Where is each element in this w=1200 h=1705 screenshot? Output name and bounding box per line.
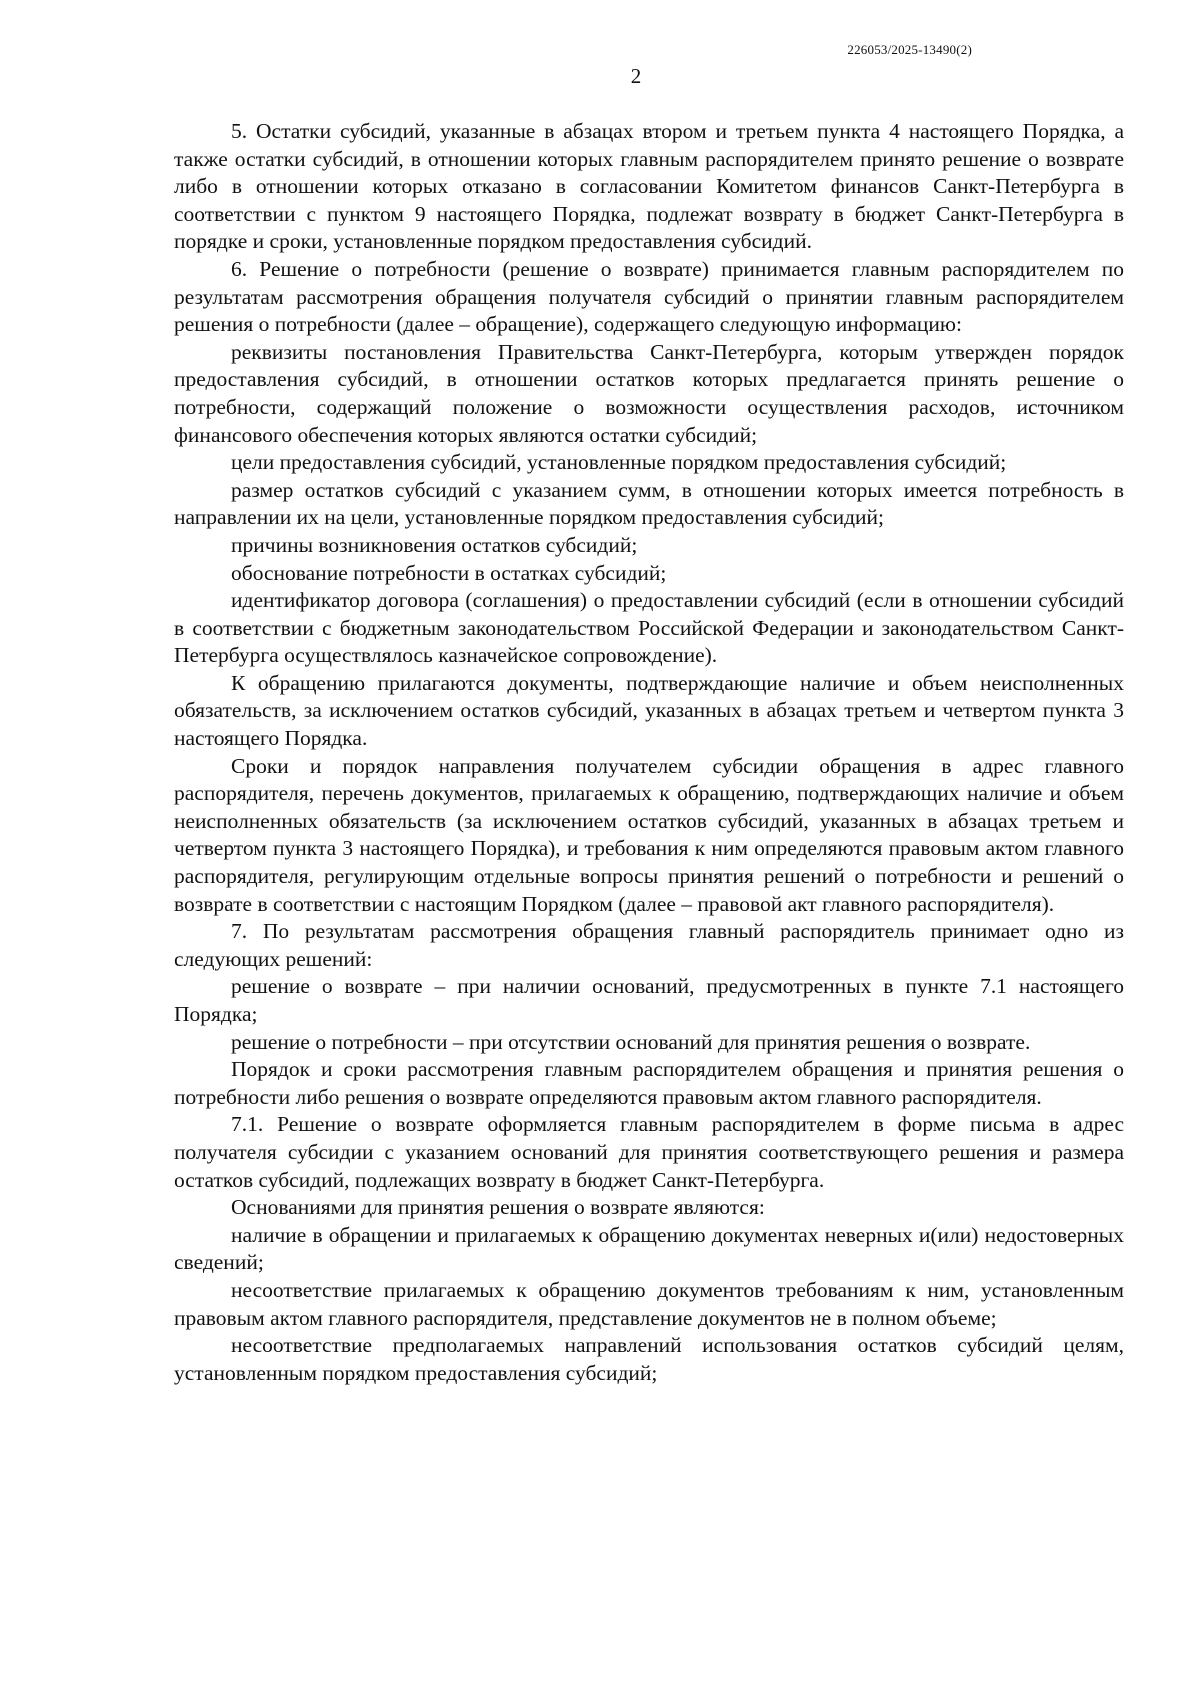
- list-item-noncompliant-purpose: несоответствие предполагаемых направлений использования остатков субсидий целям, установленным порядком предоставления субсидий;: [174, 1333, 1124, 1385]
- paragraph-6: 6. Решение о потребности (решение о возврате) принимается главным распорядителем по результатам рассмотрения обращения получателя субсидий о принятии главным распорядителем решения о потребности (далее – обращение), содержащего следующую информацию:: [174, 256, 1124, 337]
- list-item-goals: цели предоставления субсидий, установленные порядком предоставления субсидий;: [231, 450, 1007, 475]
- list-item-contract-id: идентификатор договора (соглашения) о предоставлении субсидий (если в отношении субсидий в соответствии с бюджетным законодательством Российской Федерации и законодательством Санкт-Петербурга осуществлялось казначейское сопровождение).: [174, 588, 1124, 668]
- list-item-reasons: причины возникновения остатков субсидий;: [231, 532, 638, 557]
- paragraph-7: 7. По результатам рассмотрения обращения главный распорядитель принимает одно из следующих решений:: [174, 919, 1124, 971]
- document-body: [174, 118, 1124, 1387]
- list-item-incorrect-info: наличие в обращении и прилагаемых к обращению документах неверных и(или) недостоверных сведений;: [174, 1222, 1124, 1275]
- paragraph-attachments: К обращению прилагаются документы, подтверждающие наличие и объем неисполненных обязательств, за исключением остатков субсидий, указанных в абзацах третьем и четвертом пункта 3 настоящего Порядка.: [174, 670, 1124, 751]
- list-item-return-decision: решение о возврате – при наличии оснований, предусмотренных в пункте 7.1 настоящего Порядка;: [174, 974, 1124, 1026]
- document-registration-number: 226053/2025-13490(2): [847, 42, 972, 57]
- list-item-justification: обоснование потребности в остатках субсидий;: [231, 560, 667, 585]
- list-item-noncompliant-docs: несоответствие прилагаемых к обращению документов требованиям к ним, установленным правовым актом главного распорядителя, представление документов не в полном объеме;: [174, 1277, 1124, 1330]
- paragraph-procedure: Сроки и порядок направления получателем субсидии обращения в адрес главного распорядителя, перечень документов, прилагаемых к обращению, подтверждающих наличие и объем неисполненных обязательств (за исключением остатков субсидий, указанных в абзацах третьем и четвертом пункта 3 настоящего Порядка), и требования к ним определяются правовым актом главного распорядителя, регулирующим отдельные вопросы принятия решений о потребности и решений о возврате в соответствии с настоящим Порядком (далее – правовой акт главного распорядителя).: [174, 753, 1124, 916]
- page-number: 2: [630, 64, 642, 88]
- paragraph-5: 5. Остатки субсидий, указанные в абзацах втором и третьем пункта 4 настоящего Порядка, а также остатки субсидий, в отношении которых главным распорядителем принято решение о возврате либо в отношении которых отказано в согласовании Комитетом финансов Санкт-Петербурга в соответствии с пунктом 9 настоящего Порядка, подлежат возврату в бюджет Санкт-Петербурга в порядке и сроки, установленные порядком предоставления субсидий.: [174, 119, 1124, 254]
- list-item-requisites: реквизиты постановления Правительства Санкт-Петербурга, которым утвержден порядок предоставления субсидий, в отношении остатков которых предлагается принять решение о потребности, содержащий положение о возможности осуществления расходов, источником финансового обеспечения которых являются остатки субсидий;: [174, 339, 1124, 447]
- paragraph-grounds-intro: Основаниями для принятия решения о возврате являются:: [231, 1195, 765, 1220]
- list-item-amount: размер остатков субсидий с указанием сумм, в отношении которых имеется потребность в направлении их на цели, установленные порядком предоставления субсидий;: [174, 477, 1124, 530]
- list-item-need-decision: решение о потребности – при отсутствии оснований для принятия решения о возврате.: [231, 1029, 1031, 1054]
- paragraph-7-1: 7.1. Решение о возврате оформляется главным распорядителем в форме письма в адрес получателя субсидии с указанием оснований для принятия соответствующего решения и размера остатков субсидий, подлежащих возврату в бюджет Санкт-Петербурга.: [174, 1112, 1124, 1192]
- paragraph-review-procedure: Порядок и сроки рассмотрения главным распорядителем обращения и принятия решения о потребности либо решения о возврате определяются правовым актом главного распорядителя.: [174, 1057, 1124, 1109]
